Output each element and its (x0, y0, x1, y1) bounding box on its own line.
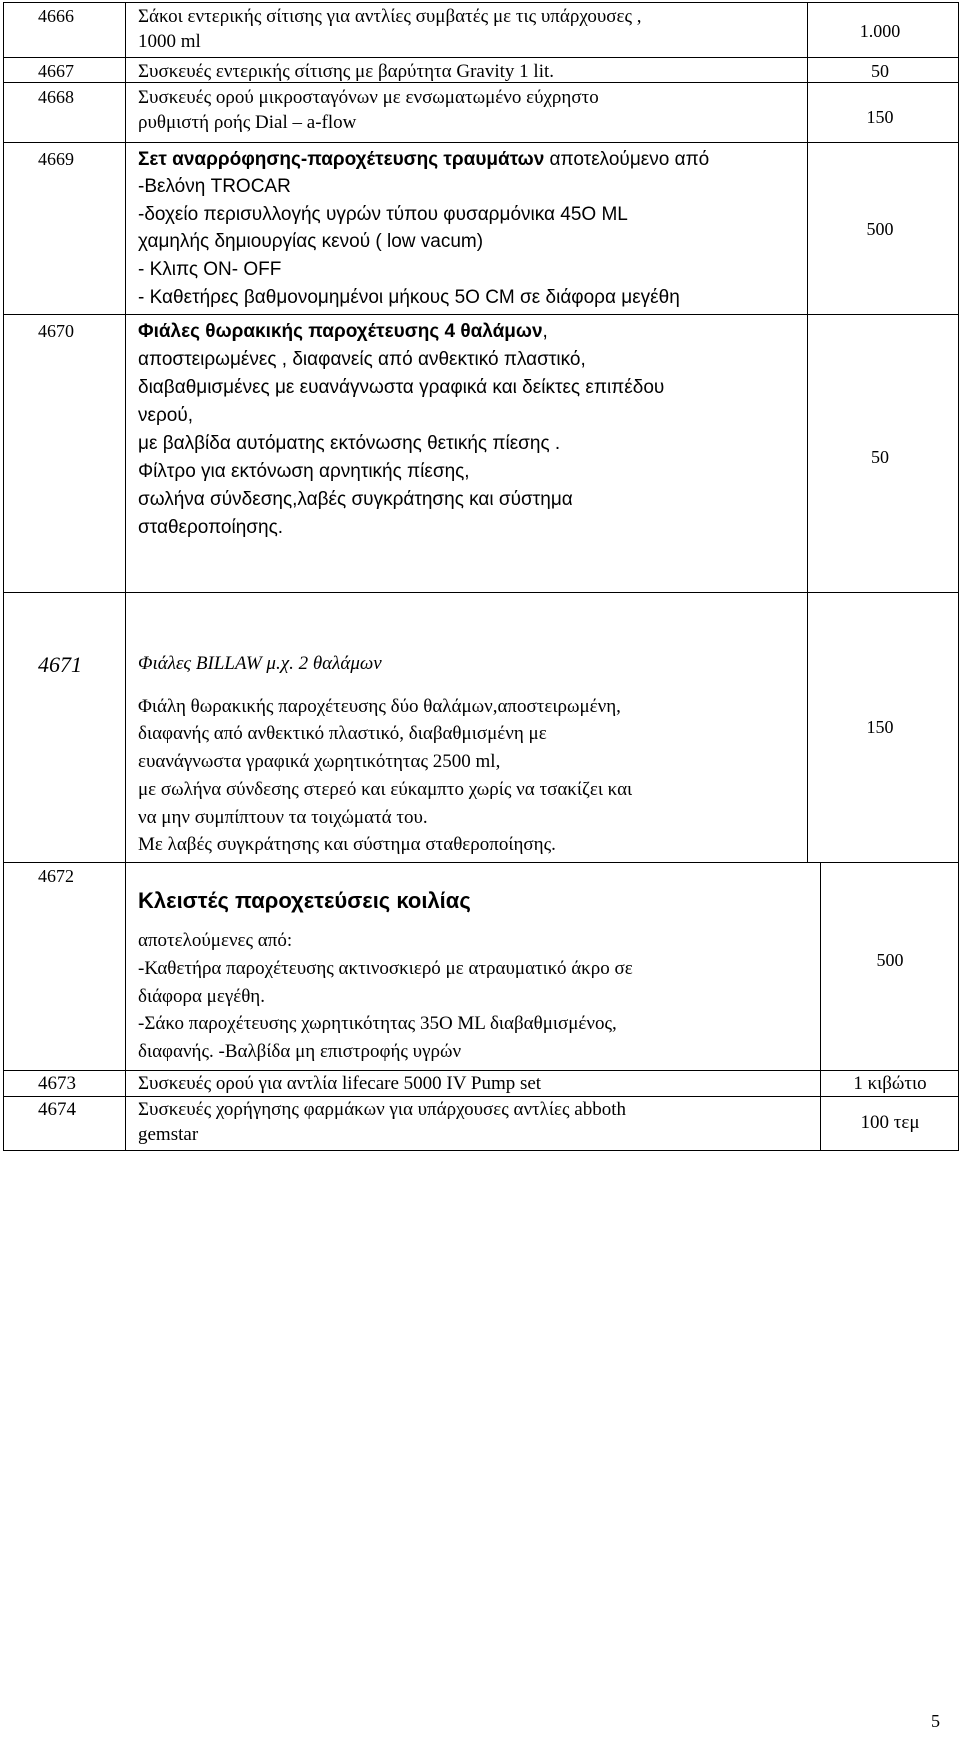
item-code: 4666 (38, 6, 74, 26)
item-description-line: να μην συμπίπτουν τα τοιχώματά του. (138, 807, 428, 828)
item-description-line: Συσκευές χορήγησης φαρμάκων για υπάρχουσες αντλίες abboth (138, 1099, 626, 1120)
item-description-line: διαφανής. -Βαλβίδα μη επιστροφής υγρών (138, 1041, 462, 1062)
item-description-line: Σάκοι εντερικής σίτισης για αντλίες συμβατές με τις υπάρχουσες , (138, 6, 642, 27)
item-code: 4669 (38, 149, 74, 169)
item-title-rest: , (542, 321, 548, 342)
item-title-bold: Φιάλες θωρακικής παροχέτευσης 4 θαλάμων (138, 321, 543, 342)
item-code: 4667 (38, 61, 74, 81)
item-code: 4674 (38, 1099, 76, 1120)
item-quantity: 500 (876, 950, 904, 970)
item-quantity: 100 τεμ (860, 1112, 920, 1133)
item-description-line: 1000 ml (138, 31, 201, 52)
item-description-line: -Βελόνη TROCAR (138, 176, 291, 197)
item-description-line: gemstar (138, 1124, 199, 1145)
item-description-line: -Σάκο παροχέτευσης χωρητικότητας 35Ο ML διαβαθμισμένος, (138, 1013, 617, 1034)
item-description-line: Συσκευές ορού για αντλία lifecare 5000 IV Pump set (138, 1073, 542, 1094)
item-description-line: -δοχείο περισυλλογής υγρών τύπου φυσαρμόνικα 45Ο ML (138, 204, 628, 225)
item-description-line: με βαλβίδα αυτόματης εκτόνωσης θετικής πίεσης . (138, 433, 561, 454)
item-title (138, 149, 709, 171)
item-quantity: 1.000 (859, 21, 901, 41)
item-description-line: νερού, (138, 405, 194, 426)
item-quantity: 1 κιβώτιο (853, 1073, 927, 1094)
item-code: 4671 (38, 652, 82, 677)
item-code: 4673 (38, 1073, 76, 1094)
item-quantity: 50 (871, 447, 889, 467)
item-description-line: Με λαβές συγκράτησης και σύστημα σταθεροποίησης. (138, 834, 556, 855)
item-description-line: σωλήνα σύνδεσης,λαβές συγκράτησης και σύστημα (138, 489, 573, 510)
item-description-line: - Καθετήρες βαθμονομημένοι μήκους 5Ο CM σε διάφορα μεγέθη (138, 287, 680, 308)
item-description-line: διαφανής από ανθεκτικό πλαστικό, διαβαθμισμένη με (138, 723, 547, 744)
item-description-line: Φιάλη θωρακικής παροχέτευσης δύο θαλάμων,αποστειρωμένη, (138, 696, 621, 717)
item-description-line: αποτελούμενες από: (138, 930, 293, 951)
item-description-line: διαβαθμισμένες με ευανάγνωστα γραφικά και δείκτες επιπέδου (138, 377, 665, 398)
item-title: Κλειστές παροχετεύσεις κοιλίας (138, 888, 471, 913)
item-description-line: αποστειρωμένες , διαφανείς από ανθεκτικό πλαστικό, (138, 349, 586, 370)
item-description-line: με σωλήνα σύνδεσης στερεό και εύκαμπτο χωρίς να τσακίζει και (138, 779, 633, 800)
item-description-line: σταθεροποίησης. (138, 517, 284, 538)
item-description-line: -Καθετήρα παροχέτευσης ακτινοσκιερό με ατραυματικό άκρο σε (138, 958, 633, 979)
item-description-line: ευανάγνωστα γραφικά χωρητικότητας 2500 ml, (138, 751, 501, 772)
item-code: 4672 (38, 866, 74, 886)
item-description-line: Φίλτρο για εκτόνωση αρνητικής πίεσης, (138, 461, 470, 482)
item-description-line: Συσκευές ορού μικροσταγόνων με ενσωματωμένο εύχρηστο (138, 87, 599, 108)
item-title-bold: Σετ αναρρόφησης-παροχέτευσης τραυμάτων (138, 149, 545, 170)
item-quantity: 500 (866, 219, 894, 239)
item-code: 4668 (38, 87, 74, 107)
item-description-line: διάφορα μεγέθη. (138, 986, 265, 1007)
item-title: Φιάλες BILLAW μ.χ. 2 θαλάμων (138, 653, 382, 674)
item-title-rest: αποτελούμενο από (544, 149, 710, 170)
item-description-line: χαμηλής δημιουργίας κενού ( low vacum) (138, 231, 484, 252)
page-number: 5 (931, 1711, 940, 1731)
item-description-line: Συσκευές εντερικής σίτισης με βαρύτητα Gravity 1 lit. (138, 61, 554, 82)
item-description-line: ρυθμιστή ροής Dial – a-flow (138, 112, 357, 133)
item-code: 4670 (38, 321, 74, 341)
item-quantity: 50 (871, 61, 889, 81)
item-title (138, 321, 548, 343)
item-description-line: - Κλιπς ON- OFF (138, 259, 282, 280)
item-quantity: 150 (866, 717, 894, 737)
item-quantity: 150 (866, 107, 894, 127)
